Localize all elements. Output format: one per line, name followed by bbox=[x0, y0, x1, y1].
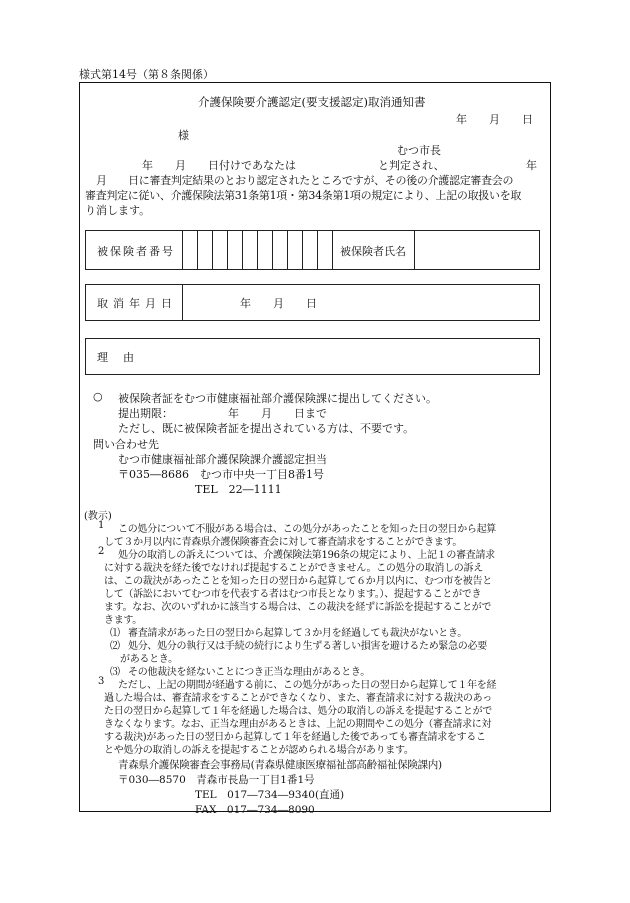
form-number: 様式第14号（第８条関係） bbox=[79, 68, 214, 81]
cancel-date-divider bbox=[182, 285, 184, 320]
instruction-item3-line: する裁決)があった日の翌日から起算して１年を経過した後であっても審査請求をするこ bbox=[104, 732, 486, 743]
addressee-suffix: 様 bbox=[178, 129, 189, 142]
review-office-address: 〒030―8570 青森市長島一丁目1番1号 bbox=[118, 774, 315, 786]
instruction-item2-line: して（訴訟においてむつ市を代表する者はむつ市長となります。）、提起することができ bbox=[104, 589, 482, 600]
insured-name-label: 被保険者氏名 bbox=[340, 245, 406, 258]
instruction-item2-line: は、この裁決があったことを知った日の翌日から起算して６か月以内に、むつ市を被告と bbox=[104, 576, 492, 587]
issue-date: 年 月 日 bbox=[456, 113, 533, 126]
instruction-item1-no: 1 bbox=[98, 520, 105, 531]
notice-line-1: 被保険者証をむつ市健康福祉部介護保険課に提出してください。 bbox=[118, 392, 437, 405]
insured-number-digit[interactable] bbox=[287, 231, 303, 269]
review-office-tel: TEL 017―734―9340(直通) bbox=[195, 789, 345, 801]
review-office: 青森県介護保険審査会事務局(青森県健康医療福祉部高齢福祉保険課内) bbox=[118, 759, 442, 771]
deadline-value: 年 月 日まで bbox=[228, 407, 327, 420]
instruction-item2-line: 処分の取消しの訴えについては、介護保険法第196条の規定により、上記１の審査請求 bbox=[118, 550, 495, 561]
cancel-date-row bbox=[85, 284, 540, 321]
cancel-date-label: 取消年月日 bbox=[97, 297, 177, 310]
insured-name-field[interactable] bbox=[414, 231, 540, 269]
notice-form bbox=[79, 82, 551, 816]
instruction-item3-line: た日の翌日から起算して１年を経過した場合は、処分の取消しの訴えを提起することがで bbox=[104, 706, 492, 717]
sub-item-no: ⑶ bbox=[110, 667, 120, 678]
contact-heading: 問い合わせ先 bbox=[93, 438, 159, 451]
sub-item-line: 審査請求があった日の翌日から起算して３か月を経過しても裁決がないとき。 bbox=[128, 628, 467, 639]
contact-dept: むつ市健康福祉部介護保険課介護認定担当 bbox=[118, 453, 327, 466]
contact-address: 〒035―8686 むつ市中央一丁目8番1号 bbox=[118, 468, 324, 481]
reason-row bbox=[85, 338, 540, 375]
document-title: 介護保険要介護認定(要支援認定)取消通知書 bbox=[198, 95, 426, 109]
notice-bullet: ○ bbox=[93, 390, 103, 403]
insured-info-row bbox=[85, 230, 540, 270]
body-line-3: 審査判定に従い、介護保険法第31条第1項・第34条第1項の規定により、上記の取扱いを取 bbox=[85, 189, 522, 202]
instruction-heading: (教示) bbox=[84, 511, 112, 522]
body-line-1-mid: と判定され、 bbox=[378, 159, 445, 172]
insured-number-digit[interactable] bbox=[272, 231, 288, 269]
notice-line-3: ただし、既に被保険者証を提出されている方は、不要です。 bbox=[118, 422, 415, 435]
instruction-item2-line: に対する裁決を経た後でなければ提起することができません。この処分の取消しの訴え bbox=[104, 563, 483, 574]
instruction-item2-line: ます。なお、次のいずれかに該当する場合は、この裁決を経ずに訴訟を提起することがで bbox=[104, 602, 492, 613]
insured-number-digit[interactable] bbox=[317, 231, 333, 269]
instruction-item1-line: この処分について不服がある場合は、この処分があったことを知った日の翌日から起算 bbox=[118, 524, 496, 535]
sub-item-line: 処分、処分の執行又は手続の続行により生ずる著しい損害を避けるため緊急の必要 bbox=[128, 641, 487, 652]
instruction-item1-line: して３か月以内に青森県介護保険審査会に対して審査請求をすることができます。 bbox=[104, 537, 463, 548]
instruction-item2-no: 2 bbox=[98, 546, 105, 557]
instruction-item2-line: きます。 bbox=[104, 615, 142, 626]
insured-number-digit[interactable] bbox=[182, 231, 198, 269]
review-office-fax: FAX 017―734―8090 bbox=[195, 804, 315, 816]
instruction-item3-line: 過した場合は、審査請求をすることができなくなり、また、審査請求に対する裁決のあっ bbox=[104, 693, 492, 704]
sub-item-line: その他裁決を経ないことにつき正当な理由があるとき。 bbox=[128, 667, 370, 678]
instruction-item3-no: 3 bbox=[98, 676, 105, 687]
instruction-item3-line: きなくなります。なお、正当な理由があるときは、上記の期間やこの処分（審査請求に対 bbox=[104, 719, 492, 730]
sub-item-no: ⑵ bbox=[110, 641, 120, 652]
insured-number-digit[interactable] bbox=[242, 231, 258, 269]
body-line-4: り消します。 bbox=[85, 204, 151, 217]
reason-label: 理 由 bbox=[97, 351, 136, 364]
insured-number-digit[interactable] bbox=[227, 231, 243, 269]
sub-item-no: ⑴ bbox=[110, 628, 120, 639]
contact-tel: TEL 22―1111 bbox=[195, 483, 282, 496]
insured-number-digit[interactable] bbox=[197, 231, 213, 269]
insured-number-label: 被保険者番号 bbox=[97, 245, 175, 258]
sub-item-line: があるとき。 bbox=[120, 654, 178, 665]
body-line-1-left: 年 月 日付けであなたは bbox=[142, 159, 296, 172]
issuer: むつ市長 bbox=[397, 144, 441, 157]
instruction-item3-line: とや処分の取消しの訴えを提起することが認められる場合があります。 bbox=[104, 745, 414, 756]
deadline-label: 提出期限： bbox=[118, 407, 173, 420]
insured-number-digit[interactable] bbox=[302, 231, 318, 269]
cancel-date-value[interactable]: 年 月 日 bbox=[240, 297, 317, 310]
body-line-1-right: 年 bbox=[526, 159, 537, 172]
insured-number-digit[interactable] bbox=[212, 231, 228, 269]
insured-number-digit[interactable] bbox=[257, 231, 273, 269]
body-line-2: 月 日に審査判定結果のとおり認定されたところですが、その後の介護認定審査会の bbox=[96, 174, 514, 187]
instruction-item3-line: ただし、上記の期間が経過する前に、この処分があった日の翌日から起算して１年を経 bbox=[118, 680, 497, 691]
